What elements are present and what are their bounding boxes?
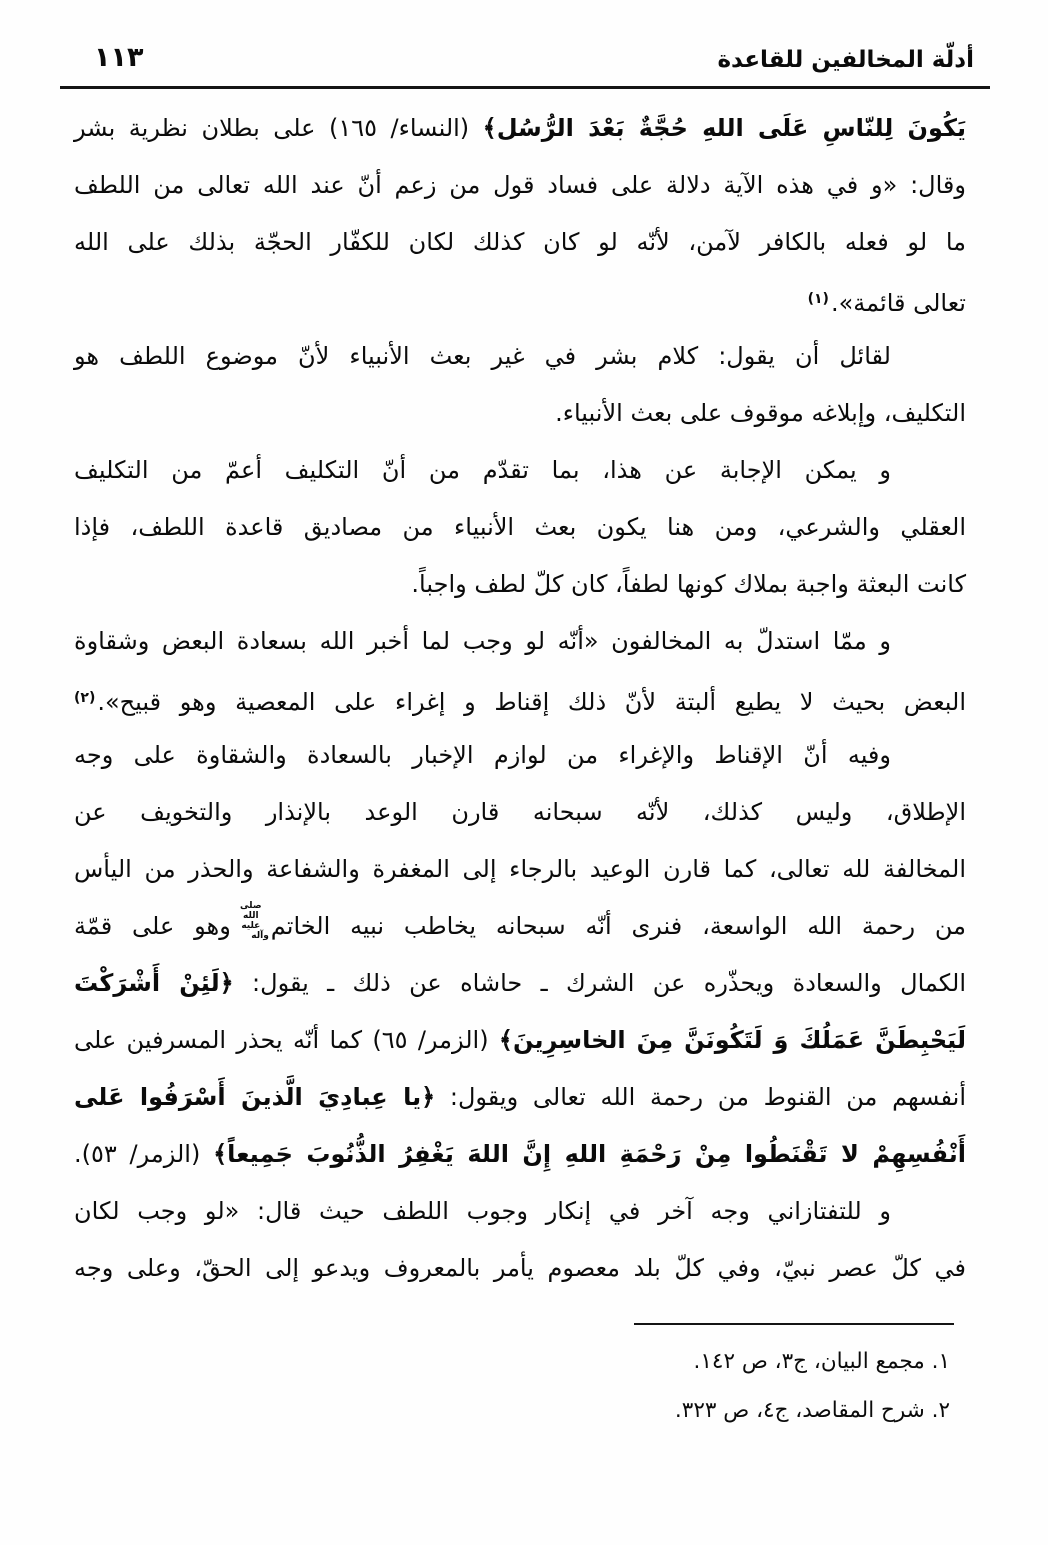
body-line: [74, 1126, 966, 1183]
body-line: [74, 898, 966, 955]
body-text: الإطلاق، وليس كذلك، لأنّه سبحانه قارن الوعد بالإنذار والتخويف عن: [74, 798, 966, 826]
body-line: [74, 100, 966, 157]
body-text: الكمال والسعادة ويحذّره عن الشرك ـ حاشاه عن ذلك ـ يقول:: [233, 969, 966, 997]
quran-verse-text: أَنْفُسِهِمْ لا تَقْنَطُوا مِنْ رَحْمَةِ اللهِ إِنَّ اللهَ يَغْفِرُ الذُّنُوبَ جَمِيعاً﴾: [213, 1140, 966, 1168]
footnote-separator: [634, 1323, 954, 1325]
body-text: وفيه أنّ الإقناط والإغراء من لوازم الإخبار بالسعادة والشقاوة على وجه: [74, 741, 891, 769]
body-text: البعض بحيث لا يطيع ألبتة لأنّ ذلك إقناط و إغراء على المعصية وهو قبيح».: [97, 688, 966, 716]
body-text: تعالى قائمة».: [830, 289, 966, 317]
body-text: العقلي والشرعي، ومن هنا يكون بعث الأنبياء من مصاديق قاعدة اللطف، فإذا: [74, 513, 966, 541]
body-text: وقال: «و في هذه الآية دلالة على فساد قول من زعم أنّ عند الله تعالى من اللطف: [74, 171, 966, 199]
page-title: أدلّة المخالفين للقاعدة: [717, 47, 974, 73]
body-text: من رحمة الله الواسعة، فنرى أنّه سبحانه يخاطب نبيه الخاتم: [270, 912, 966, 940]
body-line: [74, 727, 966, 784]
body-text: (النساء/ ١٦٥) على بطلان نظرية بشر: [74, 114, 483, 142]
body-text: و للتفتازاني وجه آخر في إنكار وجوب اللطف حيث قال: «لو وجب لكان: [74, 1197, 891, 1225]
body-line: [74, 499, 966, 556]
body-line: [74, 328, 966, 385]
footnote-ref: (١): [807, 291, 829, 307]
body-line: [74, 1240, 966, 1297]
body-text: المخالفة لله تعالى، كما قارن الوعيد بالرجاء إلى المغفرة والشفاعة والحذر من اليأس: [74, 855, 966, 883]
body-line: [74, 1012, 966, 1069]
body-line: [74, 1069, 966, 1126]
body-text: و يمكن الإجابة عن هذا، بما تقدّم من أنّ التكليف أعمّ من التكليف: [74, 456, 891, 484]
prophet-honorific-mark: صلى الله عليه وآله: [240, 901, 269, 941]
body-line: [74, 157, 966, 214]
body-line: [74, 271, 966, 328]
quran-verse-text: لَيَحْبِطَنَّ عَمَلُكَ وَ لَتَكُونَنَّ مِنَ الخاسِرِينَ﴾: [498, 1026, 966, 1054]
body-line: [74, 442, 966, 499]
body-text: كانت البعثة واجبة بملاك كونها لطفاً، كان كلّ لطف واجباً.: [411, 570, 966, 598]
body-line: [74, 1183, 966, 1240]
body-text: و ممّا استدلّ به المخالفون «أنّه لو وجب لما أخبر الله بسعادة البعض وشقاوة: [74, 627, 891, 655]
page-header: [60, 42, 990, 73]
footnotes-block: [60, 1337, 990, 1435]
body-text: وهو على قمّة: [74, 912, 231, 940]
body-text: التكليف، وإبلاغه موقوف على بعث الأنبياء.: [555, 399, 966, 427]
body-line: [74, 784, 966, 841]
body-text: ما لو فعله بالكافر لآمن، لأنّه لو كان كذلك لكان للكفّار الحجّة بذلك على الله: [74, 228, 966, 256]
body-line: [74, 841, 966, 898]
footnote-ref: (٢): [74, 690, 96, 706]
body-text: في كلّ عصر نبيّ، وفي كلّ بلد معصوم يأمر بالمعروف ويدعو إلى الحقّ، وعلى وجه: [74, 1254, 966, 1282]
body-line: [74, 613, 966, 670]
body-line: [74, 955, 966, 1012]
body-text: (الزمر/ ٦٥) كما أنّه يحذر المسرفين على: [74, 1026, 499, 1054]
body-text: أنفسهم من القنوط من رحمة الله تعالى ويقول:: [435, 1083, 966, 1111]
footnote-item: ٢. شرح المقاصد، ج٤، ص ٣٢٣.: [674, 1398, 950, 1423]
page-number: ١١٣: [94, 42, 144, 73]
body-line: [74, 214, 966, 271]
quran-verse-text: يَكُونَ لِلنّاسِ عَلَى اللهِ حُجَّةٌ بَعْدَ الرُّسُل﴾: [482, 114, 966, 142]
body-text: (الزمر/ ٥٣).: [74, 1140, 214, 1168]
quran-verse-text: ﴿لَئِنْ أَشْرَكْتَ: [74, 969, 234, 997]
body-line: [74, 556, 966, 613]
footnote-item: ١. مجمع البيان، ج٣، ص ١٤٢.: [693, 1349, 950, 1374]
body-line: [74, 670, 966, 727]
quran-verse-text: ﴿يا عِبادِيَ الَّذينَ أَسْرَفُوا عَلى: [74, 1083, 436, 1111]
body-text: لقائل أن يقول: كلام بشر في غير بعث الأنبياء لأنّ موضوع اللطف هو: [74, 342, 891, 370]
body-text-block: [60, 89, 990, 1297]
body-line: [74, 385, 966, 442]
